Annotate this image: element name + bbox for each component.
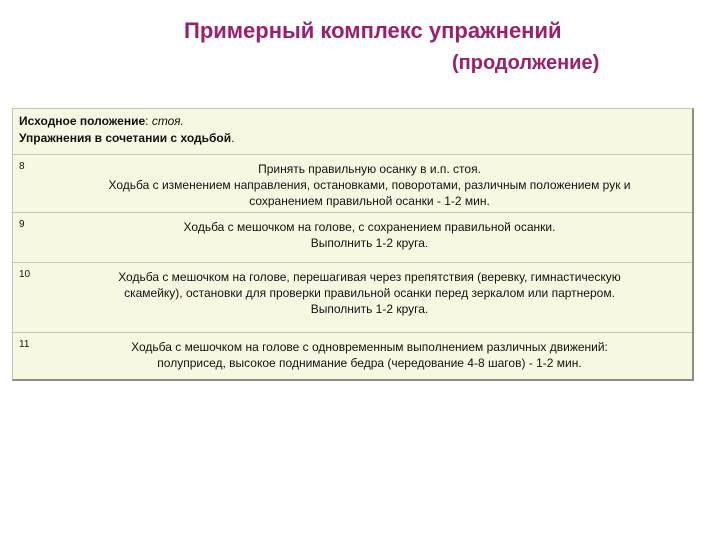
table-row <box>13 263 692 333</box>
table-row <box>13 213 692 263</box>
row-line: Ходьба с мешочком на голове, с сохранением правильной осанки. <box>183 220 556 234</box>
start-position-line <box>19 113 686 130</box>
row-line: сохранением правильной осанки - 1-2 мин. <box>249 194 490 208</box>
row-line: Выполнить 1-2 круга. <box>310 236 429 250</box>
row-line: Ходьба с мешочком на голове, перешагивая через препятствия (веревку, гимнастическую <box>118 270 621 284</box>
start-position-value: стоя. <box>151 114 184 128</box>
row-line: Ходьба с мешочком на голове с одновременным выполнением различных движений: <box>131 340 608 354</box>
row-line: полуприсед, высокое поднимание бедра (чередование 4-8 шагов) - 1-2 мин. <box>157 356 582 370</box>
exercises-end: . <box>231 131 235 145</box>
exercises-line <box>19 130 686 147</box>
row-text <box>57 333 692 379</box>
row-line: скамейку), остановки для проверки правильной осанки перед зеркалом или партнером. <box>124 286 615 300</box>
row-line: Выполнить 1-2 круга. <box>310 302 429 316</box>
row-number: 11 <box>19 339 30 350</box>
row-number: 8 <box>19 161 25 172</box>
row-number: 10 <box>19 269 31 280</box>
slide-subtitle: (продолжение) <box>452 52 600 74</box>
row-line: Принять правильную осанку в и.п. стоя. <box>258 162 481 176</box>
start-position-colon: : <box>145 114 152 128</box>
row-number: 9 <box>19 219 25 230</box>
exercise-table <box>12 108 694 381</box>
row-text <box>57 263 692 332</box>
table-header <box>13 109 692 155</box>
slide-title: Примерный комплекс упражнений <box>184 18 562 43</box>
table-row <box>13 155 692 213</box>
row-line: Ходьба с изменением направления, остановками, поворотами, различным положением рук и <box>108 178 631 192</box>
table-row <box>13 333 692 379</box>
exercises-label: Упражнения в сочетании с ходьбой <box>19 131 232 145</box>
start-position-label: Исходное положение <box>19 114 146 128</box>
row-text <box>57 155 692 212</box>
row-text <box>57 213 692 262</box>
